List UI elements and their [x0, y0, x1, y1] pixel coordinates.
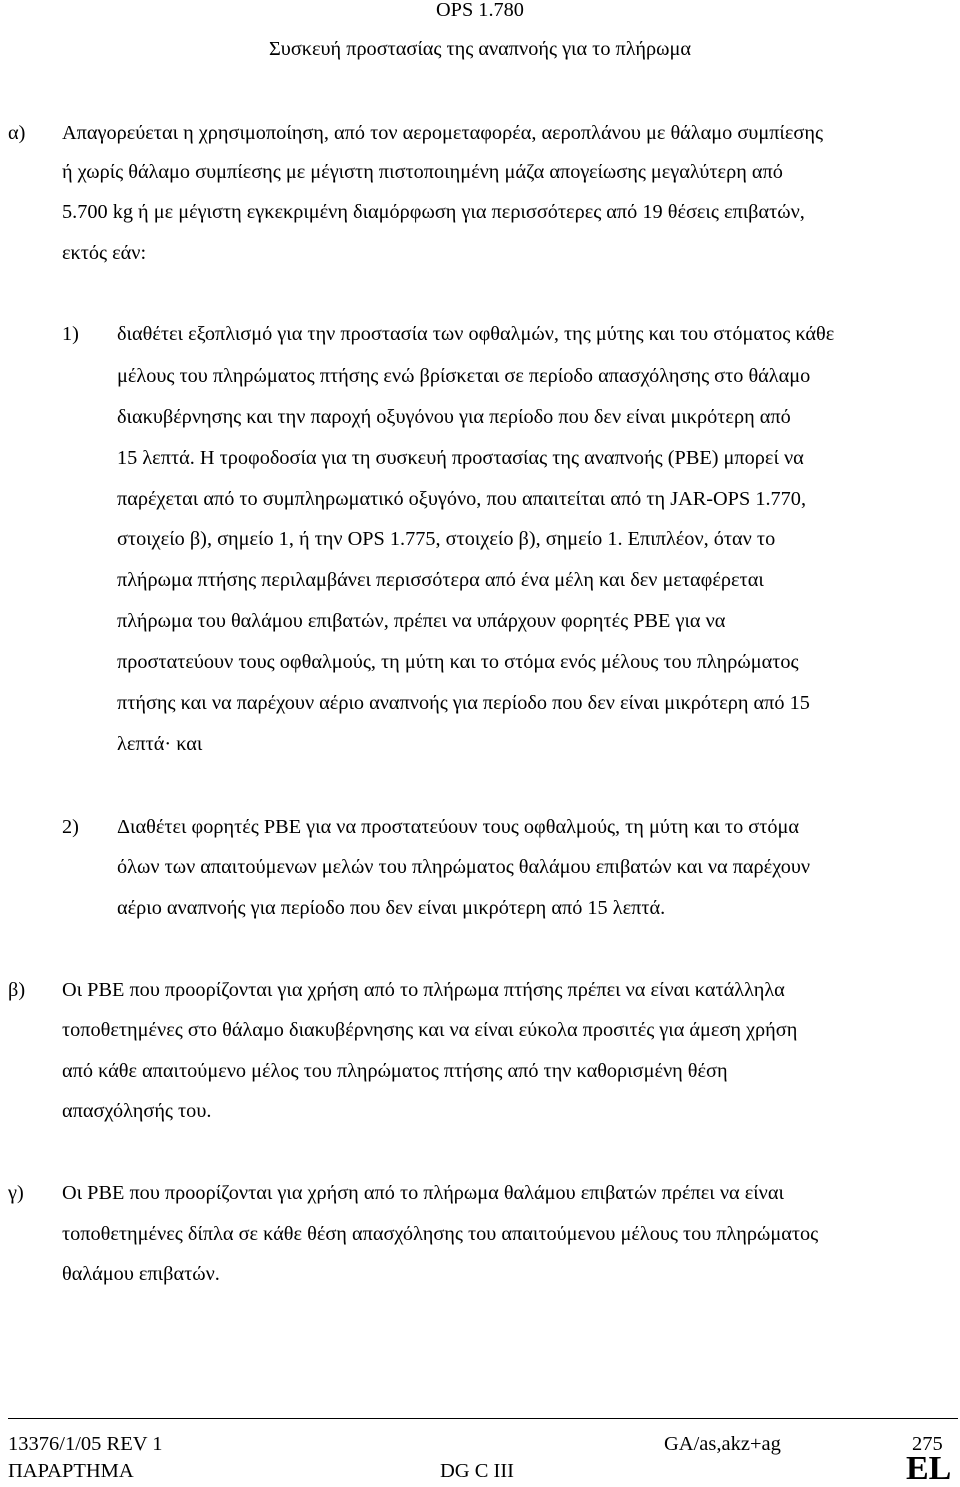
item-1-line: πλήρωμα του θαλάμου επιβατών, πρέπει να υπάρχουν φορητές PBE για να	[117, 610, 726, 632]
item-1-line: προστατεύουν τους οφθαλμούς, τη μύτη και το στόμα ενός μέλους του πληρώματος	[117, 651, 799, 673]
section-b-line: απασχόλησής του.	[62, 1100, 212, 1122]
item-2-line: Διαθέτει φορητές PBE για να προστατεύουν τους οφθαλμούς, τη μύτη και το στόμα	[117, 816, 800, 838]
section-c-label: γ)	[8, 1182, 24, 1204]
doc-reference: 13376/1/05 REV 1	[8, 1433, 163, 1455]
item-1-line: πτήσης και να παρέχουν αέριο αναπνοής για περίοδο που δεν είναι μικρότερη από 15	[117, 692, 810, 714]
item-2-line: αέριο αναπνοής για περίοδο που δεν είναι μικρότερη από 15 λεπτά.	[117, 897, 666, 919]
author-initials: GA/as,akz+ag	[664, 1433, 781, 1455]
item-2-label: 2)	[62, 816, 79, 838]
section-c-line: τοποθετημένες δίπλα σε κάθε θέση απασχόλησης του απαιτούμενου μέλους του πληρώματος	[62, 1223, 819, 1245]
document-code: OPS 1.780	[436, 0, 524, 21]
footer-rule	[8, 1418, 958, 1419]
page-number: 275	[912, 1433, 943, 1455]
item-1-line: 15 λεπτά. Η τροφοδοσία για τη συσκευή προστασίας της αναπνοής (PBE) μπορεί να	[117, 447, 804, 469]
annex-label: ΠΑΡΑΡΤΗΜΑ	[8, 1460, 134, 1482]
item-2-line: όλων των απαιτούμενων μελών του πληρώματος θαλάμου επιβατών και να παρέχουν	[117, 856, 811, 878]
item-1-line: διακυβέρνησης και την παροχή οξυγόνου για περίοδο που δεν είναι μικρότερη από	[117, 406, 791, 428]
item-1-line: λεπτά· και	[117, 733, 203, 755]
item-1-line: διαθέτει εξοπλισμό για την προστασία των οφθαλμών, της μύτης και του στόματος κάθε	[117, 323, 835, 345]
section-c-line: θαλάμου επιβατών.	[62, 1263, 220, 1285]
section-a-line: 5.700 kg ή με μέγιστη εγκεκριμένη διαμόρφωση για περισσότερες από 19 θέσεις επιβατών,	[62, 201, 805, 223]
item-1-line: πλήρωμα πτήσης περιλαμβάνει περισσότερα από ένα μέλη και δεν μεταφέρεται	[117, 569, 764, 591]
section-b-line: Οι PBE που προορίζονται για χρήση από το πλήρωμα πτήσης πρέπει να είναι κατάλληλα	[62, 979, 785, 1001]
section-a-label: α)	[8, 122, 26, 144]
section-a-line: Απαγορεύεται η χρησιμοποίηση, από τον αερομεταφορέα, αεροπλάνου με θάλαμο συμπίεσης	[62, 122, 823, 144]
section-b-line: από κάθε απαιτούμενο μέλος του πληρώματος πτήσης από την καθορισμένη θέση	[62, 1060, 728, 1082]
directorate-label: DG C III	[440, 1460, 515, 1482]
item-1-line: μέλους του πληρώματος πτήσης ενώ βρίσκεται σε περίοδο απασχόλησης στο θάλαμο	[117, 365, 811, 387]
page-title: Συσκευή προστασίας της αναπνοής για το πλήρωμα	[268, 38, 692, 60]
section-a-line: εκτός εάν:	[62, 242, 147, 264]
item-1-label: 1)	[62, 323, 79, 345]
item-1-line: παρέχεται από το συμπληρωματικό οξυγόνο, που απαιτείται από τη JAR-OPS 1.770,	[117, 488, 807, 510]
item-1-line: στοιχείο β), σημείο 1, ή την OPS 1.775, στοιχείο β), σημείο 1. Επιπλέον, όταν το	[117, 528, 776, 550]
section-a-line: ή χωρίς θάλαμο συμπίεσης με μέγιστη πιστοποιημένη μάζα απογείωσης μεγαλύτερη από	[62, 161, 783, 183]
section-b-label: β)	[8, 979, 26, 1001]
section-c-line: Οι PBE που προορίζονται για χρήση από το πλήρωμα θαλάμου επιβατών πρέπει να είναι	[62, 1182, 784, 1204]
section-b-line: τοποθετημένες στο θάλαμο διακυβέρνησης και να είναι εύκολα προσιτές για άμεση χρήση	[62, 1019, 798, 1041]
language-code: EL	[906, 1450, 952, 1487]
